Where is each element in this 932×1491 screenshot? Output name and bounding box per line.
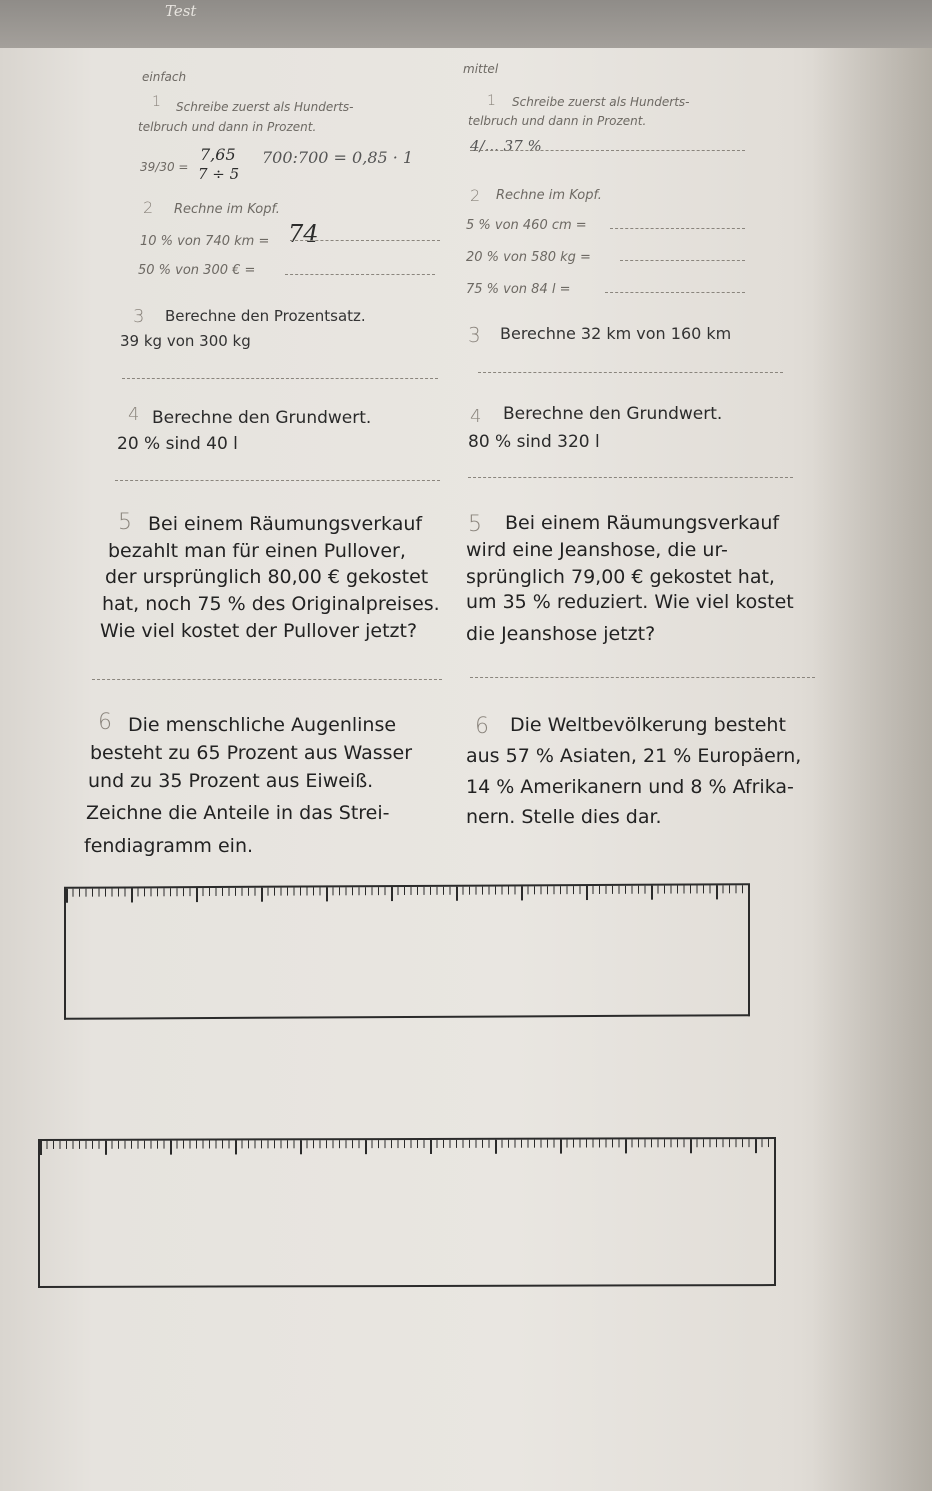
paper-shadow	[812, 48, 932, 1491]
task2-right-c: 75 % von 84 l =	[466, 282, 571, 297]
strip-diagram-1	[64, 883, 750, 1020]
task2-left-b: 50 % von 300 € =	[138, 263, 256, 278]
task1-left-line1: Schreibe zuerst als Hunderts-	[176, 100, 354, 114]
task6-right-line1: Die Weltbevölkerung besteht	[510, 714, 786, 736]
task6-right-number: 6	[475, 714, 489, 739]
task6-left-line2: besteht zu 65 Prozent aus Wasser	[90, 742, 413, 764]
task1-left-fraction: 39/30 =	[140, 160, 189, 174]
task2-left-a-answer: 74	[288, 220, 319, 248]
task4-left-number: 4	[128, 404, 140, 425]
task3-right-number: 3	[468, 323, 481, 347]
answer-line	[92, 679, 442, 680]
task6-left-line5: fendiagramm ein.	[84, 835, 254, 857]
task1-right-line2: telbruch und dann in Prozent.	[468, 114, 647, 128]
task3-right-title: Berechne 32 km von 160 km	[500, 324, 732, 343]
tab-label: Test	[165, 2, 197, 20]
level-right: mittel	[463, 62, 499, 76]
answer-line	[470, 150, 745, 151]
task3-left-text: 39 kg von 300 kg	[120, 332, 251, 350]
task5-left-number: 5	[118, 510, 132, 535]
task5-right-line2: wird eine Jeanshose, die ur-	[466, 539, 728, 561]
task5-left-line2: bezahlt man für einen Pullover,	[108, 540, 406, 562]
strip-diagram-2	[38, 1137, 776, 1288]
task1-left-number: 1	[152, 94, 161, 110]
task4-right-text: 80 % sind 320 l	[468, 432, 600, 452]
answer-line	[605, 292, 745, 293]
task5-left-line1: Bei einem Räumungsverkauf	[148, 513, 423, 535]
answer-line	[470, 677, 815, 678]
task6-left-line3: und zu 35 Prozent aus Eiweiß.	[88, 770, 374, 792]
task4-right-number: 4	[470, 406, 482, 427]
task5-left-line3: der ursprünglich 80,00 € gekostet	[105, 566, 429, 588]
task4-left-text: 20 % sind 40 l	[117, 434, 238, 454]
task3-left-number: 3	[133, 306, 145, 327]
task1-right-number: 1	[487, 93, 496, 109]
top-tab-bar	[0, 0, 932, 48]
task2-left-title: Rechne im Kopf.	[174, 202, 280, 217]
answer-line	[290, 240, 440, 241]
task1-left-line2: telbruch und dann in Prozent.	[138, 120, 317, 134]
task4-right-title: Berechne den Grundwert.	[503, 404, 723, 424]
task2-left-a: 10 % von 740 km =	[140, 234, 270, 249]
task5-right-line4: um 35 % reduziert. Wie viel kostet	[466, 591, 794, 613]
handwriting-3: 700:700 = 0,85 · 1	[262, 148, 414, 167]
answer-line	[122, 378, 438, 379]
answer-line	[620, 260, 745, 261]
task3-left-title: Berechne den Prozentsatz.	[165, 307, 366, 325]
task2-right-a: 5 % von 460 cm =	[466, 218, 587, 233]
task5-left-line5: Wie viel kostet der Pullover jetzt?	[100, 620, 418, 642]
answer-line	[610, 228, 745, 229]
task6-left-line4: Zeichne die Anteile in das Strei-	[86, 802, 390, 824]
strip-diagram-2-scale	[40, 1137, 774, 1155]
task4-left-title: Berechne den Grundwert.	[152, 408, 372, 428]
handwriting-1: 7,65	[200, 145, 236, 164]
strip-diagram-1-scale	[66, 883, 748, 903]
task5-right-line3: sprünglich 79,00 € gekostet hat,	[466, 566, 775, 588]
task2-left-number: 2	[143, 198, 154, 217]
answer-line	[478, 372, 783, 373]
task6-left-line1: Die menschliche Augenlinse	[128, 714, 397, 736]
answer-line	[285, 274, 435, 275]
task1-right-line1: Schreibe zuerst als Hunderts-	[512, 95, 690, 109]
handwriting-right: 4/... 37 %	[470, 137, 542, 155]
answer-line	[115, 480, 440, 481]
task6-left-number: 6	[98, 710, 112, 735]
task6-right-line2: aus 57 % Asiaten, 21 % Europäern,	[466, 745, 802, 767]
task6-right-line3: 14 % Amerikanern und 8 % Afrika-	[466, 776, 794, 798]
task5-left-line4: hat, noch 75 % des Originalpreises.	[102, 593, 440, 615]
level-left: einfach	[142, 70, 187, 84]
task5-right-line1: Bei einem Räumungsverkauf	[505, 512, 780, 534]
task6-right-line4: nern. Stelle dies dar.	[466, 806, 662, 828]
task5-right-number: 5	[468, 512, 482, 537]
handwriting-2: 7 ÷ 5	[198, 165, 240, 183]
task5-right-line5: die Jeanshose jetzt?	[466, 623, 656, 645]
task2-right-b: 20 % von 580 kg =	[466, 250, 591, 265]
task2-right-number: 2	[470, 186, 481, 205]
task2-right-title: Rechne im Kopf.	[496, 188, 602, 203]
answer-line	[468, 477, 793, 478]
